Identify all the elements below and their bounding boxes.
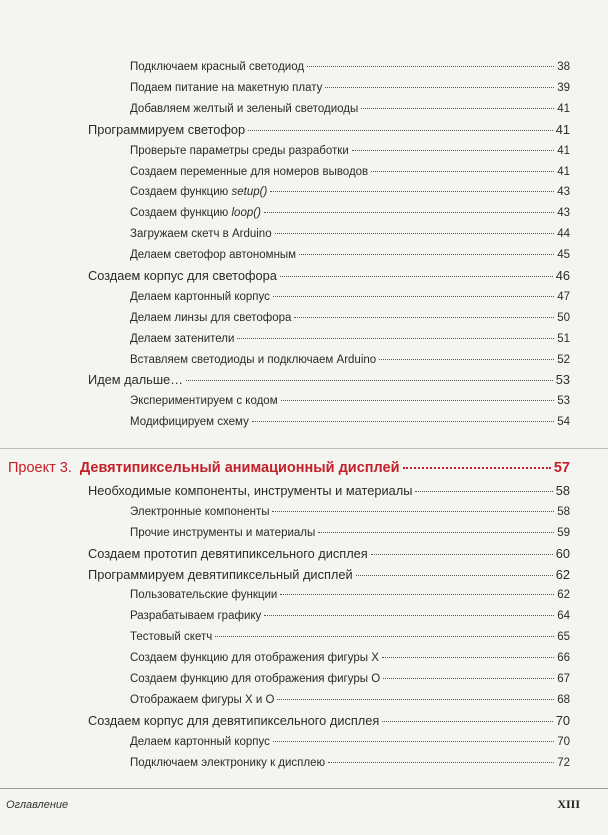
- dot-leader: [272, 503, 554, 515]
- dot-leader: [186, 371, 553, 384]
- toc-entry-page: 47: [557, 290, 570, 303]
- toc-entry-page: 50: [557, 311, 570, 324]
- toc-entry-page: 41: [557, 165, 570, 178]
- toc-subsection-entry: [130, 330, 570, 351]
- toc-subsection-entry: [130, 79, 570, 100]
- dot-leader: [280, 586, 554, 598]
- dot-leader: [294, 309, 554, 321]
- toc-subsection-entry: [130, 413, 570, 434]
- toc-entry-title: Создаем функцию для отображения фигуры O: [130, 672, 381, 685]
- toc-subsection-entry: [130, 246, 570, 267]
- toc-subsection-entry: [130, 163, 570, 184]
- toc-entry-title: [130, 186, 267, 198]
- toc-subsection-entry: [130, 392, 570, 413]
- dot-leader: [403, 457, 551, 472]
- dot-leader: [275, 225, 555, 237]
- toc-section-entry: [88, 267, 570, 288]
- toc-subsection-entry: [130, 503, 570, 524]
- toc-entry-title: Создаем корпус для светофора: [88, 267, 277, 283]
- toc-entry-page: 51: [557, 332, 570, 345]
- toc-entry-title: Делаем картонный корпус: [130, 290, 270, 303]
- toc-entry-title: Делаем картонный корпус: [130, 735, 270, 748]
- dot-leader: [299, 246, 554, 258]
- toc-entry-title-text: Создаем функцию: [130, 206, 232, 219]
- toc-subsection-entry: [130, 288, 570, 309]
- toc-subsection-entry: [130, 225, 570, 246]
- toc-entry-title: Проверьте параметры среды разработки: [130, 144, 349, 157]
- toc-entry-page: 43: [557, 206, 570, 219]
- toc-entry-page: 54: [557, 415, 570, 428]
- dot-leader: [237, 330, 554, 342]
- dot-leader: [281, 392, 555, 404]
- toc-subsection-entry: [130, 691, 570, 712]
- toc-subsection-entry: [130, 58, 570, 79]
- toc-subsection-entry: [130, 649, 570, 670]
- toc-entry-page: 58: [555, 482, 570, 498]
- toc-entry-page: 39: [557, 81, 570, 94]
- dot-leader: [307, 58, 554, 70]
- dot-leader: [382, 649, 554, 661]
- toc-entry-page: 41: [557, 102, 570, 115]
- toc-entry-title: Экспериментируем с кодом: [130, 394, 278, 407]
- toc-entry-title: Вставляем светодиоды и подключаем Arduino: [130, 353, 377, 366]
- toc-entry-page: 52: [557, 353, 570, 366]
- toc-project-title-group: [8, 460, 400, 476]
- dot-leader: [264, 204, 554, 216]
- toc-entry-page: 62: [557, 588, 570, 601]
- toc-entry-title: Пользовательские функции: [130, 588, 278, 601]
- toc-entry-page: 67: [557, 672, 570, 685]
- toc-project-heading: [8, 457, 570, 481]
- dot-leader: [382, 712, 552, 725]
- dot-leader: [328, 754, 554, 766]
- toc-entry-page: 38: [557, 60, 570, 73]
- toc-entry-page: 41: [557, 144, 570, 157]
- toc-entry-page: 44: [557, 227, 570, 240]
- toc-section-entry: [88, 712, 570, 733]
- toc-subsection-entry: [130, 142, 570, 163]
- dot-leader: [273, 288, 554, 300]
- dot-leader: [280, 267, 553, 280]
- toc-subsection-entry: [130, 670, 570, 691]
- dot-leader: [215, 628, 554, 640]
- toc-subsection-entry: [130, 204, 570, 225]
- project-page: 57: [553, 459, 570, 476]
- dot-leader: [371, 163, 554, 175]
- toc-entry-page: 60: [555, 545, 570, 561]
- toc-subsection-entry: [130, 733, 570, 754]
- toc-entry-page: 70: [557, 735, 570, 748]
- toc-subsection-entry: [130, 524, 570, 545]
- toc-subsection-entry: [130, 309, 570, 330]
- toc-entry-title-text: Создаем функцию: [130, 185, 232, 198]
- toc-entry-function-name: loop(): [231, 206, 261, 219]
- toc-subsection-entry: [130, 100, 570, 121]
- toc-section-entry: [88, 371, 570, 392]
- dot-leader: [352, 142, 554, 154]
- toc-section-entry: [88, 545, 570, 566]
- toc-entry-title: Отображаем фигуры X и O: [130, 693, 275, 706]
- toc-entry-title: Подключаем электронику к дисплею: [130, 756, 326, 769]
- toc-subsection-entry: [130, 183, 570, 204]
- dot-leader: [273, 733, 554, 745]
- toc-entry-title: Создаем функцию для отображения фигуры X: [130, 651, 379, 664]
- dot-leader: [264, 607, 554, 619]
- dot-leader: [252, 413, 554, 425]
- toc-entry-page: 43: [557, 185, 570, 198]
- project-title: Девятипиксельный анимационный дисплей: [79, 459, 400, 476]
- toc-entry-title: Прочие инструменты и материалы: [130, 526, 316, 539]
- toc-entry-title: [130, 207, 261, 219]
- toc-entry-page: 66: [557, 651, 570, 664]
- toc-entry-function-name: setup(): [231, 185, 268, 198]
- dot-leader: [361, 100, 554, 112]
- toc-entry-title: Добавляем желтый и зеленый светодиоды: [130, 102, 359, 115]
- page-number: XIII: [557, 797, 580, 811]
- toc-entry-title: Подключаем красный светодиод: [130, 60, 305, 73]
- dot-leader: [248, 121, 553, 134]
- toc-entry-page: 53: [555, 371, 570, 387]
- section-divider: [0, 448, 608, 449]
- toc-entry-page: 41: [555, 121, 570, 137]
- toc-entry-page: 65: [557, 630, 570, 643]
- toc-entry-title: Электронные компоненты: [130, 505, 270, 518]
- toc-entry-title: Подаем питание на макетную плату: [130, 81, 323, 94]
- toc-subsection-entry: [130, 628, 570, 649]
- toc-subsection-entry: [130, 754, 570, 775]
- footer-divider: [0, 788, 608, 789]
- toc-entry-title: Делаем затенители: [130, 332, 235, 345]
- toc-entry-title: Тестовый скетч: [130, 630, 213, 643]
- dot-leader: [270, 183, 554, 195]
- toc-entry-title: Создаем корпус для девятипиксельного дисплея: [88, 712, 380, 728]
- toc-entry-title: Создаем переменные для номеров выводов: [130, 165, 369, 178]
- toc-entry-page: 72: [557, 756, 570, 769]
- dot-leader: [383, 670, 554, 682]
- dot-leader: [356, 566, 553, 579]
- project-number: Проект 3.: [8, 459, 72, 476]
- toc-entry-title: Программируем девятипиксельный дисплей: [88, 566, 353, 582]
- dot-leader: [379, 351, 554, 363]
- toc-section-entry: [88, 121, 570, 142]
- toc-entry-page: 46: [555, 267, 570, 283]
- toc-entry-page: 68: [557, 693, 570, 706]
- dot-leader: [415, 482, 552, 495]
- toc-entry-page: 59: [557, 526, 570, 539]
- toc-subsection-entry: [130, 607, 570, 628]
- toc-entry-title: Создаем прототип девятипиксельного дисплея: [88, 545, 368, 561]
- toc-entry-title: Делаем линзы для светофора: [130, 311, 292, 324]
- toc-entry-page: 62: [555, 566, 570, 582]
- toc-entry-title: Загружаем скетч в Arduino: [130, 227, 272, 240]
- toc-subsection-entry: [130, 351, 570, 372]
- dot-leader: [371, 545, 553, 558]
- dot-leader: [325, 79, 554, 91]
- toc-entry-page: 58: [557, 505, 570, 518]
- toc-entry-title: Идем дальше…: [88, 371, 184, 387]
- toc-entry-title: Необходимые компоненты, инструменты и материалы: [88, 482, 413, 498]
- toc-entry-page: 70: [555, 712, 570, 728]
- toc-entry-page: 64: [557, 609, 570, 622]
- toc-entry-title: Модифицируем схему: [130, 415, 249, 428]
- dot-leader: [318, 524, 554, 536]
- toc-section-entry: [88, 482, 570, 503]
- toc-entry-title: Разрабатываем графику: [130, 609, 262, 622]
- toc-entry-page: 53: [557, 394, 570, 407]
- toc-subsection-entry: [130, 586, 570, 607]
- dot-leader: [277, 691, 554, 703]
- toc-entry-title: Программируем светофор: [88, 121, 246, 137]
- running-footer-title: Оглавление: [6, 799, 69, 811]
- toc-entry-title: Делаем светофор автономным: [130, 248, 297, 261]
- toc-entry-page: 45: [557, 248, 570, 261]
- toc-section-entry: [88, 566, 570, 587]
